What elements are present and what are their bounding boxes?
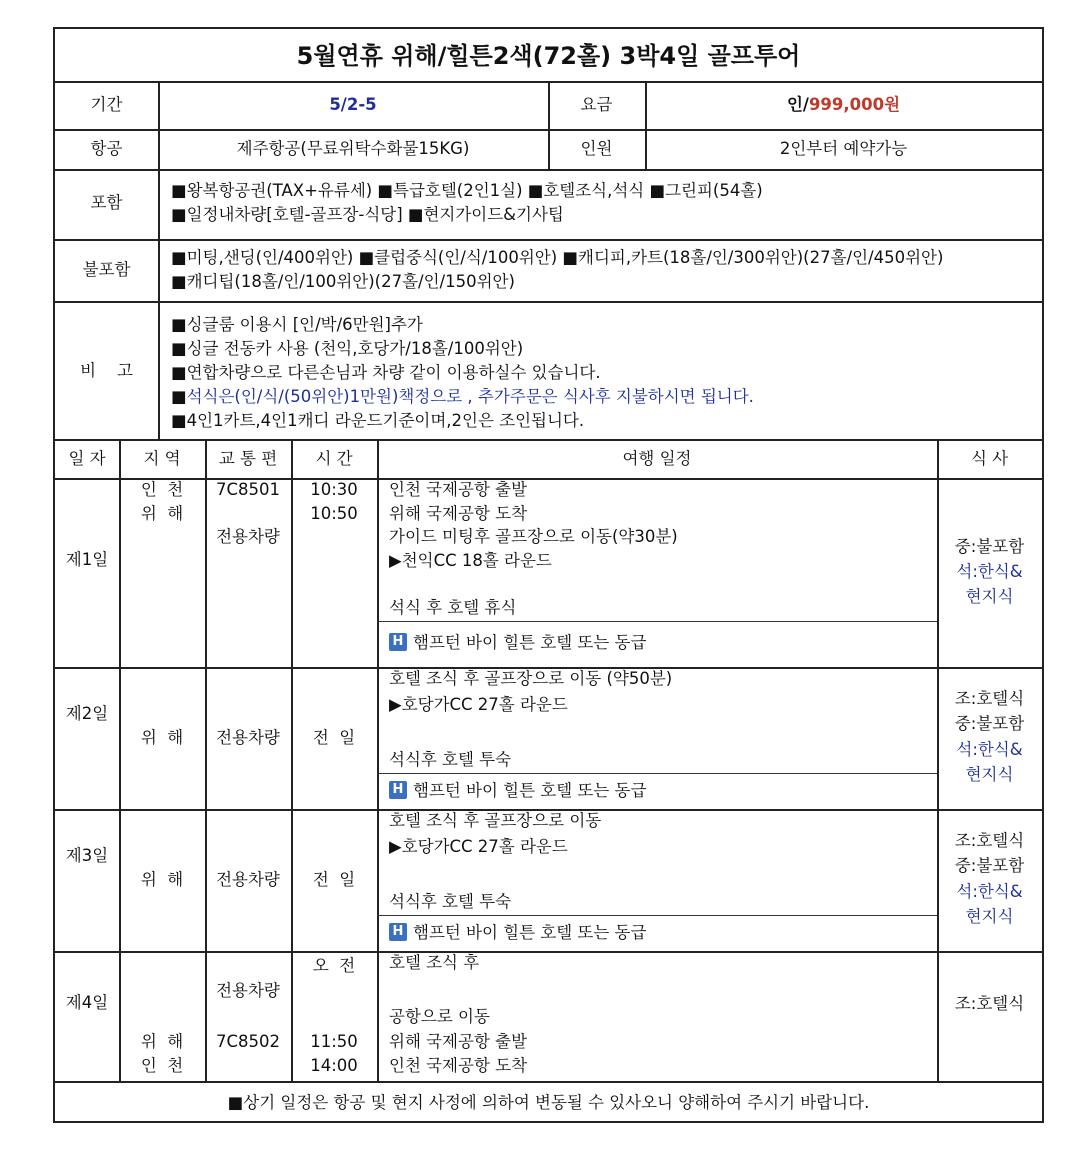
divider xyxy=(548,81,550,169)
divider xyxy=(55,239,1042,241)
included-label: 포함 xyxy=(90,193,123,212)
remarks-line: ■연합차량으로 다른손님과 차량 같이 이용하실수 있습니다. xyxy=(171,363,601,382)
included-line: ■일정내차량[호텔-골프장-식당] ■현지가이드&기사팁 xyxy=(171,205,564,224)
remarks-line xyxy=(171,385,754,409)
itinerary-line: 호텔 조식 후 골프장으로 이동 (약50분) xyxy=(389,669,673,688)
itinerary-line: ▶호당가CC 27홀 라운드 xyxy=(389,695,568,714)
footer-note: ■상기 일정은 항공 및 현지 사정에 의하여 변동될 수 있사오니 양해하여 주시기 바랍니다. xyxy=(227,1093,870,1112)
header-time: 시 간 xyxy=(315,449,353,468)
people-value: 2인부터 예약가능 xyxy=(779,139,908,158)
time: 오 전 xyxy=(312,956,356,975)
header-region: 지 역 xyxy=(143,449,181,468)
included-line: ■왕복항공권(TAX+유류세) ■특급호텔(2인1실) ■호텔조식,석식 ■그린피(54홀) xyxy=(171,181,763,200)
hotel-name: 햄프턴 바이 힐튼 호텔 또는 동급 xyxy=(413,633,647,652)
transport: 전용차량 xyxy=(216,527,280,546)
itinerary-line: 석식후 호텔 투숙 xyxy=(389,892,512,911)
price xyxy=(645,93,1042,117)
airline-value: 제주항공(무료위탁수화물15KG) xyxy=(236,139,470,158)
header-day: 일 자 xyxy=(68,449,106,468)
remarks-label: 비 고 xyxy=(80,361,133,380)
day-label: 제2일 xyxy=(65,704,109,723)
flight: 7C8502 xyxy=(215,1032,280,1051)
hotel-icon: H xyxy=(389,781,407,799)
transport: 전용차량 xyxy=(216,870,280,889)
region: 위 해 xyxy=(140,728,184,747)
divider xyxy=(645,81,647,169)
itinerary-line: ▶천익CC 18홀 라운드 xyxy=(389,551,552,570)
meal: 석:한식& xyxy=(956,882,1023,901)
header-itinerary: 여행 일정 xyxy=(622,449,692,468)
day-label: 제1일 xyxy=(65,550,109,569)
transport: 전용차량 xyxy=(216,981,280,1000)
header-transport: 교 통 편 xyxy=(218,449,278,468)
hotel-line xyxy=(389,921,646,945)
hotel-name: 햄프턴 바이 힐튼 호텔 또는 동급 xyxy=(413,923,647,942)
day-label: 제4일 xyxy=(65,993,109,1012)
price-value: 999,000원 xyxy=(808,95,901,114)
divider xyxy=(158,81,160,439)
time: 14:00 xyxy=(310,1056,358,1075)
region: 인 천 xyxy=(140,480,184,499)
meal: 조:호텔식 xyxy=(954,994,1025,1013)
meal: 석:한식& xyxy=(956,562,1023,581)
itinerary-line: 호텔 조식 후 골프장으로 이동 xyxy=(389,811,602,830)
hotel-line xyxy=(389,631,646,655)
time: 10:30 xyxy=(310,480,358,499)
divider xyxy=(377,621,937,622)
region: 위 해 xyxy=(140,504,184,523)
price-label: 요금 xyxy=(580,95,613,114)
itinerary-line: 공항으로 이동 xyxy=(389,1007,490,1026)
itinerary-line: 호텔 조식 후 xyxy=(389,953,480,972)
meal: 조:호텔식 xyxy=(954,689,1025,708)
time: 전 일 xyxy=(312,870,356,889)
meal: 조:호텔식 xyxy=(954,831,1025,850)
hotel-name: 햄프턴 바이 힐튼 호텔 또는 동급 xyxy=(413,781,647,800)
meal: 중:불포함 xyxy=(954,856,1025,875)
remarks-dinner-note: 석식은(인/식/(50위안)1만원)책정으로 , 추가주문은 식사후 지불하시면 됩니다. xyxy=(186,387,754,406)
itinerary-line: 위해 국제공항 도착 xyxy=(389,504,528,523)
excluded-label: 불포함 xyxy=(82,260,131,279)
divider xyxy=(55,169,1042,171)
day-label: 제3일 xyxy=(65,846,109,865)
itinerary-line: 가이드 미팅후 골프장으로 이동(약30분) xyxy=(389,527,678,546)
page-title: 5월연휴 위해/힐튼2색(72홀) 3박4일 골프투어 xyxy=(296,42,801,70)
hotel-line xyxy=(389,779,646,803)
excluded-line: ■미팅,샌딩(인/400위안) ■클럽중식(인/식/100위안) ■캐디피,카트(18홀/인/300위안)(27홀/인/450위안) xyxy=(171,248,944,267)
divider xyxy=(377,915,937,916)
transport: 전용차량 xyxy=(216,728,280,747)
meal: 중:불포함 xyxy=(954,537,1025,556)
time: 11:50 xyxy=(310,1032,358,1051)
people-label: 인원 xyxy=(580,139,613,158)
remarks-line: ■4인1카트,4인1캐디 라운드기준이며,2인은 조인됩니다. xyxy=(171,411,585,430)
itinerary-line: 인천 국제공항 출발 xyxy=(389,480,528,499)
time: 10:50 xyxy=(310,504,358,523)
divider xyxy=(377,439,379,1081)
region: 인 천 xyxy=(140,1056,184,1075)
divider xyxy=(55,439,1042,441)
itinerary-line: ▶호당가CC 27홀 라운드 xyxy=(389,837,568,856)
meal: 현지식 xyxy=(965,907,1014,926)
excluded-line: ■캐디팁(18홀/인/100위안)(27홀/인/150위안) xyxy=(171,272,515,291)
meal: 중:불포함 xyxy=(954,714,1025,733)
divider xyxy=(55,951,1042,953)
flight: 7C8501 xyxy=(215,480,280,499)
meal: 석:한식& xyxy=(956,740,1023,759)
itinerary-line: 석식 후 호텔 휴식 xyxy=(389,598,517,617)
divider xyxy=(55,301,1042,303)
remarks-line: ■싱글룸 이용시 [인/박/6만원]추가 xyxy=(171,315,423,334)
meal: 현지식 xyxy=(965,587,1014,606)
divider xyxy=(291,439,293,1081)
price-prefix: 인/ xyxy=(786,95,809,114)
hotel-icon: H xyxy=(389,923,407,941)
remarks-line: ■싱글 전동카 사용 (천익,호당가/18홀/100위안) xyxy=(171,339,524,358)
meal: 현지식 xyxy=(965,765,1014,784)
itinerary-line: 인천 국제공항 도착 xyxy=(389,1056,528,1075)
period-label: 기간 xyxy=(90,95,123,114)
region: 위 해 xyxy=(140,1032,184,1051)
airline-label: 항공 xyxy=(90,139,123,158)
tour-sheet xyxy=(53,27,1044,1123)
divider xyxy=(119,439,121,1081)
header-meals: 식 사 xyxy=(970,449,1009,468)
divider xyxy=(377,773,937,774)
itinerary-line: 위해 국제공항 출발 xyxy=(389,1032,528,1051)
hotel-icon: H xyxy=(389,633,407,651)
itinerary-line: 석식후 호텔 투숙 xyxy=(389,750,512,769)
bullet: ■ xyxy=(171,387,187,406)
divider xyxy=(55,1081,1042,1083)
region: 위 해 xyxy=(140,870,184,889)
time: 전 일 xyxy=(312,728,356,747)
period-value: 5/2-5 xyxy=(329,95,377,114)
